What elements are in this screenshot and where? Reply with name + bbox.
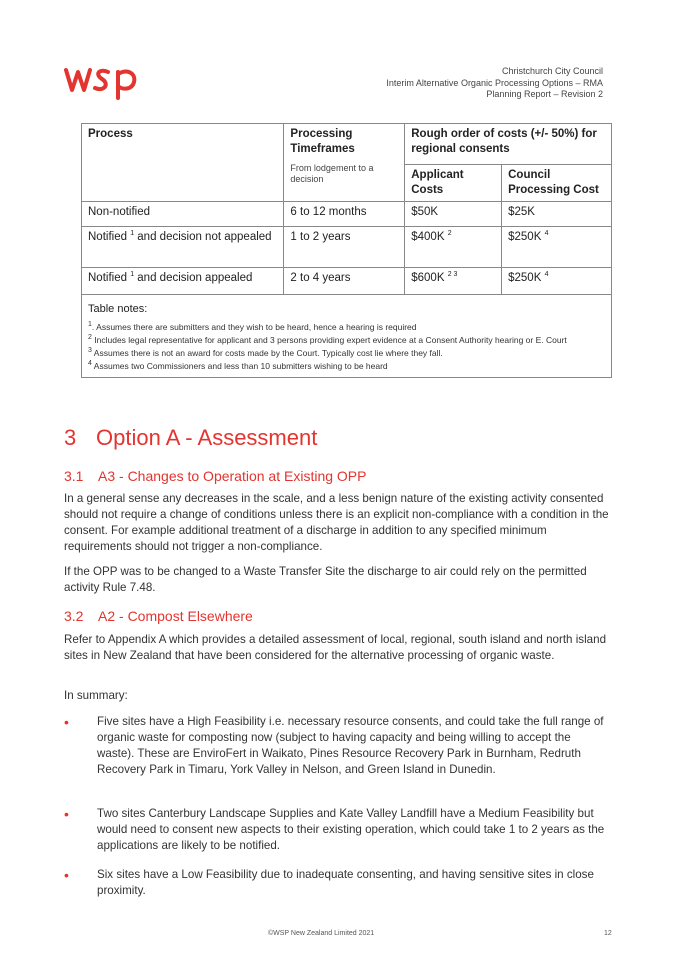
section-heading: 3 Option A - Assessment [64,425,318,450]
cell-timeframe: 2 to 4 years [284,268,405,295]
table-row [82,227,612,268]
table-note: $^1$. Assumes there are submitters and they wish to be heard, hence a hearing is required [88,321,417,332]
header-process: Process [82,124,284,202]
table-row [82,268,612,295]
cell-council: $250K $^4$ [502,227,612,268]
cell-timeframe: 6 to 12 months [284,202,405,227]
bullet-item: • Six sites have a Low Feasibility due to inadequate consenting, and having sensitive sites in close proximity. [64,867,594,897]
footer-copyright: ©WSP New Zealand Limited 2021 [268,930,375,937]
cell-applicant: $600K $^{2 3}$ [405,268,502,295]
costs-table [81,123,612,378]
table-notes [82,295,612,378]
document-header [386,66,603,101]
cell-process: Notified $^1$ and decision appealed [82,268,284,295]
table-notes-row [82,295,612,378]
wsp-logo [64,60,138,100]
paragraph: If the OPP was to be changed to a Waste Transfer Site the discharge to air could rely on the permitted activity Rule 7.48. [64,565,587,594]
header-timeframes-label: Processing Timeframes [290,128,355,155]
cell-applicant: $400K $^2$ [405,227,502,268]
table-note: $^3$ Assumes there is not an award for costs made by the Court. Typically cost lie where they fall. [88,347,443,358]
bullet-item: • Two sites Canterbury Landscape Supplies and Kate Valley Landfill have a Medium Feasibility but would need to consent new aspects to their existing operation, which could take 1 to 2 years as the applications are likely to be notified. [64,806,605,852]
table-note: $^2$ Includes legal representative for applicant and 3 persons providing expert evidence at a Consent Authority hearing or E. Court [88,334,567,345]
notes-title: Table notes: [88,303,148,315]
bullet-icon: • [64,714,69,730]
header-council: Council Processing Cost [502,165,612,202]
cell-process: Non-notified [82,202,284,227]
paragraph: In a general sense any decreases in the scale, and a less benign nature of the existing activity consented should not require a change of conditions unless there is an explicit non-compliance with a condition in the consent. For example additional treatment of a discharge in addition to any specified minimum requirements should not trigger a non-compliance. [64,492,609,553]
header-client: Christchurch City Council [501,66,603,76]
header-report: Planning Report – Revision 2 [486,89,603,99]
paragraph: In summary: [64,689,128,702]
table-row [82,202,612,227]
page-number: 12 [604,930,612,937]
header-timeframes [284,124,405,202]
cell-council: $25K [502,202,612,227]
cell-council: $250K $^4$ [502,268,612,295]
bullet-icon: • [64,867,69,883]
header-timeframes-sub: From lodgement to a decision [290,163,374,184]
bullet-item: • Five sites have a High Feasibility i.e. necessary resource consents, and could take the full range of organic waste for composting now (subject to having capacity and being willing to accept the waste). These are EnviroFert in Waikato, Pines Resource Recovery Park in Burnham, Redruth Recovery Park in Timaru, York Valley in Nelson, and Green Island in Dunedin. [64,714,604,776]
subsection-heading-3-1: 3.1 A3 - Changes to Operation at Existing OPP [64,468,367,484]
header-applicant: Applicant Costs [405,165,502,202]
table-header-row [82,124,612,165]
bullet-icon: • [64,806,69,822]
subsection-heading-3-2: 3.2 A2 - Compost Elsewhere [64,608,253,624]
cell-applicant: $50K [405,202,502,227]
table-note: $^4$ Assumes two Commissioners and less than 10 submitters wishing to be heard [88,360,388,371]
cell-timeframe: 1 to 2 years [284,227,405,268]
header-costs: Rough order of costs (+/- 50%) for regional consents [405,124,612,165]
paragraph: Refer to Appendix A which provides a detailed assessment of local, regional, south island and north island sites in New Zealand that have been considered for the alternative processing of organic waste. [64,633,607,662]
header-project: Interim Alternative Organic Processing Options – RMA [386,77,603,88]
cell-process: Notified $^1$ and decision not appealed [82,227,284,268]
